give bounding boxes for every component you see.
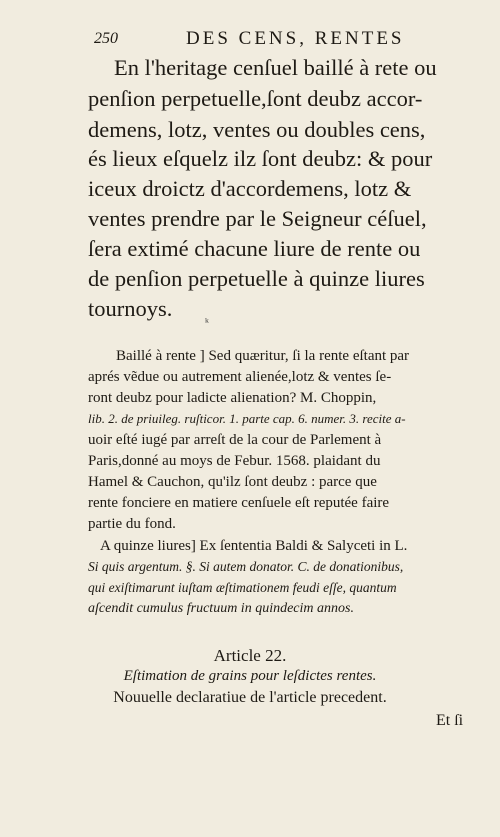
running-title: DES CENS, RENTES [186, 28, 405, 49]
article-title: Article 22. [213, 646, 287, 665]
commentary-line: Paris,donné au moys de Febur. 1568. plaidant du [88, 453, 381, 469]
commentary-line: Si quis argentum. §. Si autem donator. C. de donationibus, [88, 559, 404, 574]
body-line: és lieux eſquelz ilz ſont deubz: & pour [88, 146, 433, 171]
running-header [94, 28, 424, 52]
commentary-line: ront deubz pour ladicte alienation? M. Choppin, [88, 390, 377, 406]
body-line: En l'heritage cenſuel baillé à rete ou [114, 55, 437, 80]
commentary-line: uoir eſté iugé par arreſt de la cour de Parlement à [88, 432, 382, 448]
commentary-line: lib. 2. de priuileg. ruſticor. 1. parte cap. 6. numer. 3. recite a- [88, 411, 406, 426]
body-line: demens, lotz, ventes ou doubles cens, [88, 117, 426, 142]
body-line: ſera extimé chacune liure de rente ou [88, 236, 421, 261]
article-summary: Nouuelle declaratiue de l'article precedent. [113, 689, 387, 706]
body-line: ventes prendre par le Seigneur céſuel, [88, 206, 427, 231]
body-line: penſion perpetuelle,ſont deubz accor- [88, 86, 423, 111]
commentary-line: aſcendit cumulus fructuum in quindecim annos. [88, 601, 354, 616]
catchword: Et ſi [436, 712, 464, 729]
commentary-line: aprés vẽdue ou autrement alienée,lotz & ventes ſe- [88, 369, 392, 385]
commentary-line: Hamel & Cauchon, qu'ilz ſont deubz : parce que [88, 474, 377, 490]
body-line: tournoys. [88, 296, 173, 321]
commentary-line: partie du fond. [88, 516, 176, 532]
commentary-line: rente fonciere en matiere cenſuele eſt reputée faire [88, 495, 390, 511]
body-line: de penſion perpetuelle à quinze liures [88, 266, 425, 291]
page-number: 250 [94, 30, 118, 47]
commentary-line: Baillé à rente ] Sed quæritur, ſi la rente eſtant par [116, 348, 410, 364]
commentary-line: qui exiſtimarunt iuſtam æſtimationem feudi eſſe, quantum [88, 580, 397, 595]
ink-speck: ᵏ [205, 318, 209, 329]
article-subtitle: Eſtimation de grains pour leſdictes rentes. [123, 668, 377, 684]
commentary-line: A quinze liures] Ex ſententia Baldi & Salyceti in L. [100, 538, 408, 554]
body-line: iceux droictz d'accordemens, lotz & [88, 176, 412, 201]
